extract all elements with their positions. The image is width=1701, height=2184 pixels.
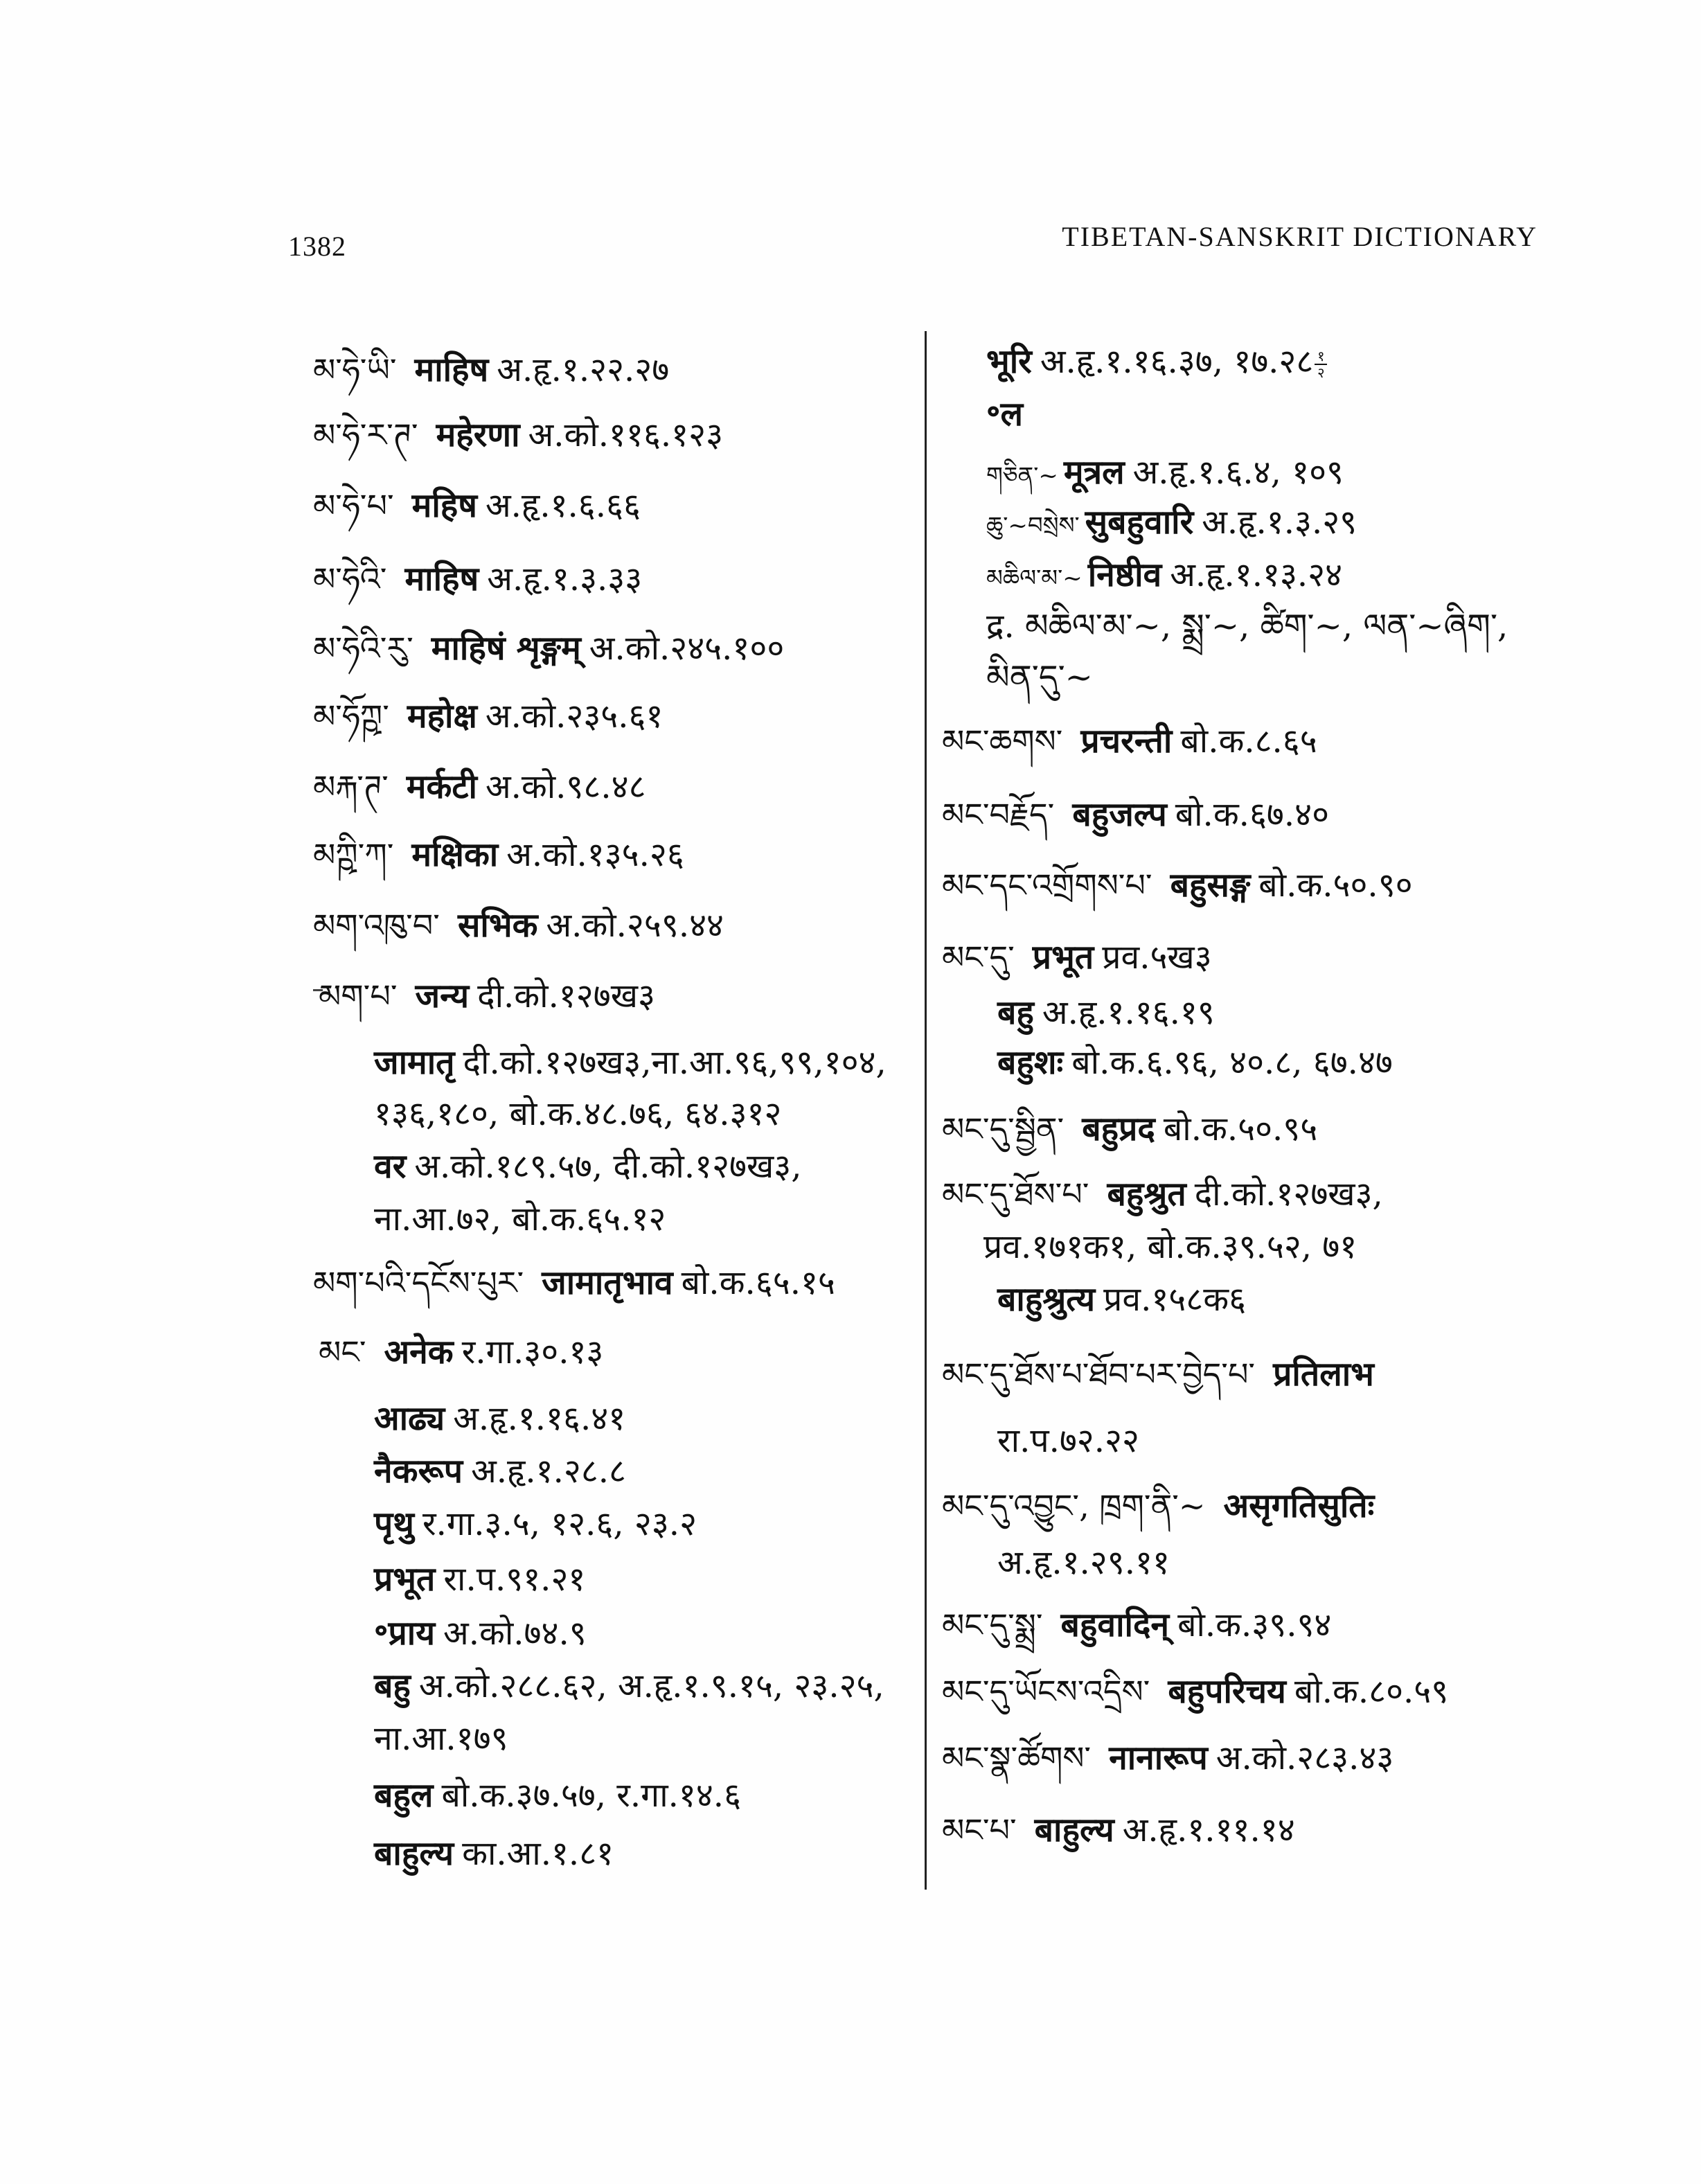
sanskrit-equivalent: महेरणा (436, 416, 520, 454)
tibetan-headword: མང་དུ་སྦྱིན་ (942, 1110, 1065, 1148)
sanskrit-equivalent: माहिष (404, 560, 479, 598)
sanskrit-equivalent: असृगतिसुतिः (1223, 1486, 1375, 1525)
source-reference: अ.हृ.१.१६.३७, १७.२८ (1040, 342, 1314, 381)
source-reference: अ.हृ.१.११.१४ (1122, 1811, 1295, 1849)
tibetan-subentry: གཅིན་~ (986, 462, 1058, 490)
sanskrit-equivalent: बहु (374, 1667, 411, 1705)
sanskrit-equivalent: जामातृ (374, 1043, 455, 1082)
entry-line (942, 1672, 1449, 1711)
entry-line (374, 1043, 887, 1082)
source-reference: अ.को.२८८.६२, अ.हृ.१.९.१५, २३.२५, (418, 1667, 884, 1705)
entry-line (997, 1543, 1170, 1582)
entry-line (942, 722, 1317, 761)
source-reference: दी.को.१२७ख३ (477, 977, 655, 1015)
entry-line (986, 342, 1327, 381)
source-reference: बो.क.५०.९० (1258, 866, 1413, 905)
tibetan-headword: མང་དུ་ (942, 939, 1015, 976)
source-reference: का.आ.१.८१ (462, 1834, 614, 1873)
tibetan-headword: མག་པ་ (319, 977, 398, 1015)
entry-line (942, 1813, 1295, 1847)
entry-line (997, 1043, 1393, 1082)
source-reference: अ.हृ.१.१६.४१ (453, 1399, 626, 1438)
source-reference: अ.हृ.१.२८.८ (471, 1452, 627, 1491)
source-reference: अ.हृ.१.१६.१९ (1042, 993, 1215, 1032)
source-reference: दी.को.१२७ख३,ना.आ.९६,९९,१०४, (463, 1043, 887, 1082)
sanskrit-equivalent: बाहुल्य (1034, 1811, 1114, 1849)
entry-line (997, 993, 1215, 1032)
source-reference: ना.आ.७२, बो.क.६५.१२ (374, 1200, 666, 1239)
sanskrit-equivalent: बहुल (374, 1776, 434, 1815)
sanskrit-equivalent: प्रभूत (1032, 938, 1094, 977)
entry-line (374, 1094, 782, 1133)
tibetan-headword: མང་དུ་ཐོས་པ་ཐོབ་པར་བྱེད་པ་ (942, 1356, 1256, 1393)
entry-line (983, 1227, 1357, 1266)
source-reference: अ.हृ.१.२२.२७ (497, 350, 670, 389)
sanskrit-equivalent: नैकरूप (374, 1452, 463, 1491)
entry-line (986, 607, 1508, 646)
column-divider (925, 331, 927, 1890)
entry-line (374, 1147, 802, 1186)
sanskrit-equivalent: बहुसङ्ग (1170, 866, 1251, 905)
source-reference: बो.क.६.९६, ४०.८, ६७.४७ (1071, 1043, 1393, 1082)
sanskrit-equivalent: महोक्ष (407, 697, 477, 736)
sanskrit-equivalent: वर (374, 1147, 407, 1186)
tibetan-headword: མང་ཆགས་ (942, 722, 1063, 760)
source-reference: १३६,१८०, बो.क.४८.७६, ६४.३१२ (374, 1094, 782, 1133)
entry-line (374, 1560, 586, 1599)
source-reference: र.गा.३.५, १२.६, २३.२ (422, 1504, 697, 1543)
fraction-numerator: १ (1317, 347, 1325, 364)
source-reference: अ.हृ.१.१३.२४ (1170, 556, 1343, 594)
source-reference: अ.हृ.१.६.४, १०९ (1132, 453, 1344, 492)
entry-line (374, 1504, 697, 1543)
sanskrit-equivalent: भूरि (986, 342, 1032, 381)
sanskrit-equivalent: बहुजल्प (1072, 795, 1167, 834)
sanskrit-equivalent: मर्कटी (406, 767, 477, 806)
entry-line (942, 938, 1212, 977)
source-reference: बो.क.६७.४० (1175, 795, 1330, 834)
source-reference: अ.हृ.१.२९.११ (997, 1543, 1170, 1582)
entry-line (986, 395, 1031, 434)
source-reference: दी.को.१२७ख३, (1194, 1175, 1383, 1214)
sanskrit-equivalent: आढ्य (374, 1399, 445, 1438)
tibetan-subentry: ཆུ་~བསྲེས་ (986, 512, 1080, 540)
entry-line (986, 558, 1342, 592)
sanskrit-equivalent: बहुप्रद (1082, 1110, 1155, 1148)
entry-line (374, 1399, 626, 1438)
entry-line (986, 658, 1093, 697)
source-reference: प्रव.१५८क६ (1103, 1280, 1247, 1319)
entry-line (313, 767, 646, 806)
entry-line (997, 1421, 1139, 1460)
tibetan-headword: མ་ཧོཀྵ་ (313, 698, 389, 735)
entry-line (313, 1263, 835, 1302)
tibetan-headword: མང་བརྗོད་ (942, 796, 1055, 833)
entry-line (374, 1834, 614, 1873)
sanskrit-equivalent: बहु (997, 993, 1034, 1032)
entry-line (319, 1335, 603, 1369)
entry-line (374, 1452, 627, 1491)
entry-line (997, 1280, 1247, 1319)
source-reference: रा.प.९१.२१ (443, 1560, 586, 1599)
entry-line (942, 1112, 1317, 1146)
source-reference: बो.क.३९.९४ (1177, 1606, 1332, 1644)
sanskrit-equivalent: माहिष (414, 350, 489, 389)
entry-line (374, 1719, 508, 1758)
tibetan-subentry: མཆིལ་མ་~ (986, 565, 1083, 592)
sanskrit-equivalent: निष्ठीव (1087, 556, 1162, 594)
tibetan-headword: མ་ཧེ་ཡི་ (313, 351, 397, 389)
entry-line (986, 503, 1357, 542)
tibetan-headword: མང་དུ་ཐོས་པ་ (942, 1175, 1089, 1213)
entry-line (374, 1776, 742, 1815)
tibetan-headword: མཀྵི་ཀ་ (313, 836, 394, 873)
sanskrit-equivalent: नानारूप (1109, 1739, 1208, 1777)
sanskrit-equivalent: माहिषं शृङ्गम् (431, 629, 581, 668)
source-reference: बो.क.५०.९५ (1163, 1110, 1318, 1148)
sanskrit-equivalent: बाहुश्रुत्य (997, 1280, 1096, 1319)
sanskrit-equivalent: मक्षिका (411, 835, 499, 874)
tibetan-headword: མ་ཧེ་ར་ཊ་ (313, 416, 418, 454)
sanskrit-equivalent: महिष (411, 486, 477, 525)
source-reference: अ.को.२८३.४३ (1215, 1739, 1394, 1777)
source-reference: बो.क.६५.१५ (681, 1263, 835, 1302)
sanskrit-equivalent: बहुश्रुत (1107, 1175, 1186, 1214)
tibetan-headword: མང་པ་ (942, 1811, 1017, 1849)
sanskrit-equivalent: प्रचरन्ती (1080, 722, 1173, 761)
tibetan-headword: མ་ཧེའི་རུ་ (313, 630, 413, 667)
entry-line (942, 1608, 1331, 1642)
source-reference: बो.क.८.६५ (1180, 722, 1317, 761)
entry-line (313, 350, 670, 389)
sanskrit-equivalent: बाहुल्य (374, 1834, 454, 1873)
source-reference: अ.को.१३५.२६ (506, 835, 684, 874)
entry-line (313, 697, 664, 736)
tibetan-headword: མང་དུ་ཡོངས་འདྲིས་ (942, 1673, 1150, 1710)
tibetan-headword: མརྐ་ཊ་ (313, 768, 389, 806)
entry-line (313, 486, 641, 525)
tibetan-headword: མང་དུ་སྨྲ་ (942, 1606, 1043, 1644)
entry-line (319, 979, 655, 1013)
entry-line (942, 1486, 1382, 1525)
entry-line (942, 866, 1413, 905)
sanskrit-equivalent: बहुशः (997, 1043, 1064, 1082)
entry-line (942, 1175, 1383, 1214)
tibetan-headword: མང་སྣ་ཚོགས་ (942, 1739, 1092, 1777)
sanskrit-equivalent: ॰ल (986, 395, 1023, 434)
page-number: 1382 (288, 231, 346, 262)
entry-line (313, 835, 684, 874)
entry-line (313, 629, 785, 668)
sanskrit-equivalent: बहुवादिन् (1060, 1606, 1170, 1644)
source-reference: अ.को.७४.९ (443, 1614, 587, 1653)
tibetan-headword: མག་འཁུ་བ་ (313, 907, 440, 944)
entry-line (942, 1741, 1393, 1775)
running-head: TIBETAN-SANSKRIT DICTIONARY (1062, 221, 1538, 252)
tibetan-headword: མང་དུ་འབྱུང་, ཁྲག་ནི་~ (942, 1487, 1206, 1525)
tibetan-headword: མ་ཧེའི་ (313, 560, 387, 598)
source-reference: अ.हृ.१.३.३३ (487, 560, 643, 598)
sanskrit-equivalent: जामातृभाव (542, 1263, 673, 1302)
source-reference: अ.को.२३५.६१ (485, 697, 664, 736)
source-reference: མིན་དུ་~ (986, 658, 1093, 697)
source-reference: बो.क.८०.५९ (1294, 1672, 1449, 1711)
entry-line (986, 453, 1344, 492)
tibetan-headword: མང་ (319, 1333, 366, 1371)
source-reference: ना.आ.१७९ (374, 1719, 508, 1758)
fraction (1315, 348, 1327, 380)
sanskrit-equivalent: जन्य (415, 977, 470, 1015)
sanskrit-equivalent: सुबहुवारि (1085, 503, 1194, 542)
tibetan-headword: མང་དང་འགྲོགས་པ་ (942, 867, 1152, 904)
source-reference: अ.को.९८.४८ (485, 767, 646, 806)
sanskrit-equivalent: मूत्रल (1063, 453, 1125, 492)
source-reference: अ.को.२४५.१०० (589, 629, 785, 668)
source-reference: अ.हृ.१.३.२९ (1202, 503, 1357, 542)
source-reference: बो.क.३७.५७, र.गा.१४.६ (441, 1776, 742, 1815)
entry-line (313, 906, 724, 945)
sanskrit-equivalent: अनेक (384, 1333, 454, 1371)
entry-line (374, 1669, 884, 1703)
sanskrit-equivalent: प्रभूत (374, 1560, 436, 1599)
entry-line (374, 1200, 666, 1239)
entry-line (313, 418, 723, 452)
entry-line (942, 1355, 1382, 1394)
source-reference: रा.प.७२.२२ (997, 1421, 1139, 1460)
sanskrit-equivalent: पृथु (374, 1504, 414, 1543)
fraction-denominator: २ (1317, 364, 1325, 381)
source-reference: अ.को.२५९.४४ (546, 906, 724, 945)
source-reference: अ.को.१८९.५७, दी.को.१२७ख३, (414, 1147, 802, 1186)
sanskrit-equivalent: बहुपरिचय (1168, 1672, 1286, 1711)
tibetan-headword: མ་ཧེ་པ་ (313, 487, 394, 524)
tibetan-headword: མག་པའི་དངོས་པུར་ (313, 1264, 524, 1302)
source-reference: अ.हृ.१.६.६६ (486, 486, 641, 525)
sanskrit-equivalent: प्रतिलाभ (1273, 1355, 1374, 1394)
source-reference: द्र. མཆིལ་མ་~, སྨྲ་~, ཚིག་~, ལན་~ཞིག་, (986, 607, 1508, 646)
source-reference: र.गा.३०.१३ (461, 1333, 604, 1371)
entry-line (942, 795, 1330, 834)
source-reference: प्रव.१७१क१, बो.क.३९.५२, ७१ (983, 1227, 1357, 1266)
entry-line (374, 1614, 587, 1653)
sanskrit-equivalent: सभिक (457, 906, 538, 945)
source-reference: अ.को.११६.१२३ (528, 416, 724, 454)
sanskrit-equivalent: ॰प्राय (374, 1614, 436, 1653)
entry-line (313, 562, 642, 596)
source-reference: प्रव.५ख३ (1102, 938, 1212, 977)
